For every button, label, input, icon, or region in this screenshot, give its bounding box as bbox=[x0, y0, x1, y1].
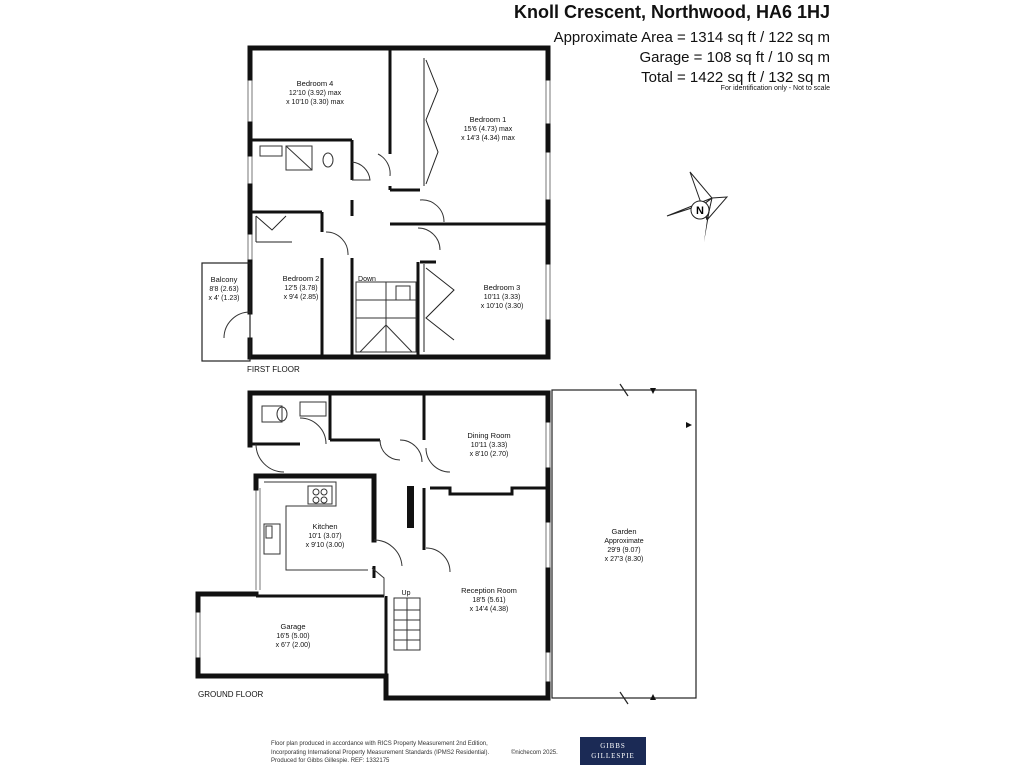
dining-room-dim1: 10'11 (3.33) bbox=[470, 442, 508, 449]
bedroom-2-name: Bedroom 2 bbox=[282, 274, 320, 283]
garage-dim1: 16'5 (5.00) bbox=[276, 633, 310, 640]
kitchen-dim2: x 9'10 (3.00) bbox=[305, 542, 345, 549]
approximate-area: Approximate Area = 1314 sq ft / 122 sq m bbox=[553, 29, 830, 46]
gibbs-gillespie-logo bbox=[580, 737, 646, 765]
ground-floor-label: GROUND FLOOR bbox=[198, 690, 264, 699]
logo-line-1: GIBBS bbox=[600, 742, 626, 750]
garage-dim2: x 6'7 (2.00) bbox=[275, 642, 311, 649]
property-title: Knoll Crescent, Northwood, HA6 1HJ bbox=[513, 2, 830, 22]
garden-dim3: x 27'3 (8.30) bbox=[604, 556, 644, 563]
identification-note: For identification only - Not to scale bbox=[720, 85, 830, 92]
reception-room-dim1: 18'5 (5.61) bbox=[472, 597, 506, 604]
compass-icon bbox=[667, 172, 727, 242]
dining-room-dim2: x 8'10 (2.70) bbox=[469, 451, 509, 458]
garden-dim2: 29'9 (9.07) bbox=[607, 547, 641, 554]
bedroom-4-dim2: x 10'10 (3.30) max bbox=[286, 99, 344, 106]
kitchen-name: Kitchen bbox=[312, 522, 338, 531]
bedroom-1-name: Bedroom 1 bbox=[469, 115, 507, 124]
balcony-name: Balcony bbox=[210, 275, 238, 284]
garden-dim1: Approximate bbox=[604, 538, 644, 545]
footer-line-3: Produced for Gibbs Gillespie. REF: 1332175 bbox=[271, 758, 390, 764]
bedroom-1-dim2: x 14'3 (4.34) max bbox=[461, 135, 515, 142]
dining-room-name: Dining Room bbox=[467, 431, 511, 440]
footer-line-1: Floor plan produced in accordance with RICS Property Measurement 2nd Edition, bbox=[271, 741, 488, 747]
garage-area: Garage = 108 sq ft / 10 sq m bbox=[639, 49, 830, 66]
bedroom-3-dim2: x 10'10 (3.30) bbox=[480, 303, 524, 310]
footer-copyright: ©nichecom 2025. bbox=[511, 749, 558, 756]
garden-name: Garden bbox=[611, 527, 637, 536]
garage-name: Garage bbox=[280, 622, 306, 631]
logo-line-2: GILLESPIE bbox=[591, 752, 635, 760]
balcony-dim2: x 4' (1.23) bbox=[208, 295, 240, 302]
first-floor-plan bbox=[202, 48, 550, 361]
footer-disclaimer bbox=[271, 740, 558, 766]
reception-room-dim2: x 14'4 (4.38) bbox=[469, 606, 509, 613]
first-floor-label: FIRST FLOOR bbox=[247, 365, 300, 374]
compass-label: N bbox=[696, 205, 704, 217]
reception-room-name: Reception Room bbox=[461, 586, 517, 595]
footer-line-2: Incorporating International Property Measurement Standards (IPMS2 Residential). bbox=[271, 749, 490, 756]
bedroom-4-name: Bedroom 4 bbox=[296, 79, 334, 88]
bedroom-2-dim1: 12'5 (3.78) bbox=[284, 285, 318, 292]
balcony-dim1: 8'8 (2.63) bbox=[209, 286, 239, 293]
bedroom-3-name: Bedroom 3 bbox=[483, 283, 521, 292]
stairs-up-label: Up bbox=[401, 590, 411, 597]
bedroom-1-dim1: 15'6 (4.73) max bbox=[463, 126, 513, 133]
stairs-down-label: Down bbox=[358, 276, 376, 283]
bedroom-3-dim1: 10'11 (3.33) bbox=[483, 294, 521, 301]
bedroom-2-dim2: x 9'4 (2.85) bbox=[283, 294, 319, 301]
total-area: Total = 1422 sq ft / 132 sq m bbox=[641, 69, 830, 86]
kitchen-dim1: 10'1 (3.07) bbox=[308, 533, 342, 540]
bedroom-4-dim1: 12'10 (3.92) max bbox=[288, 90, 342, 97]
